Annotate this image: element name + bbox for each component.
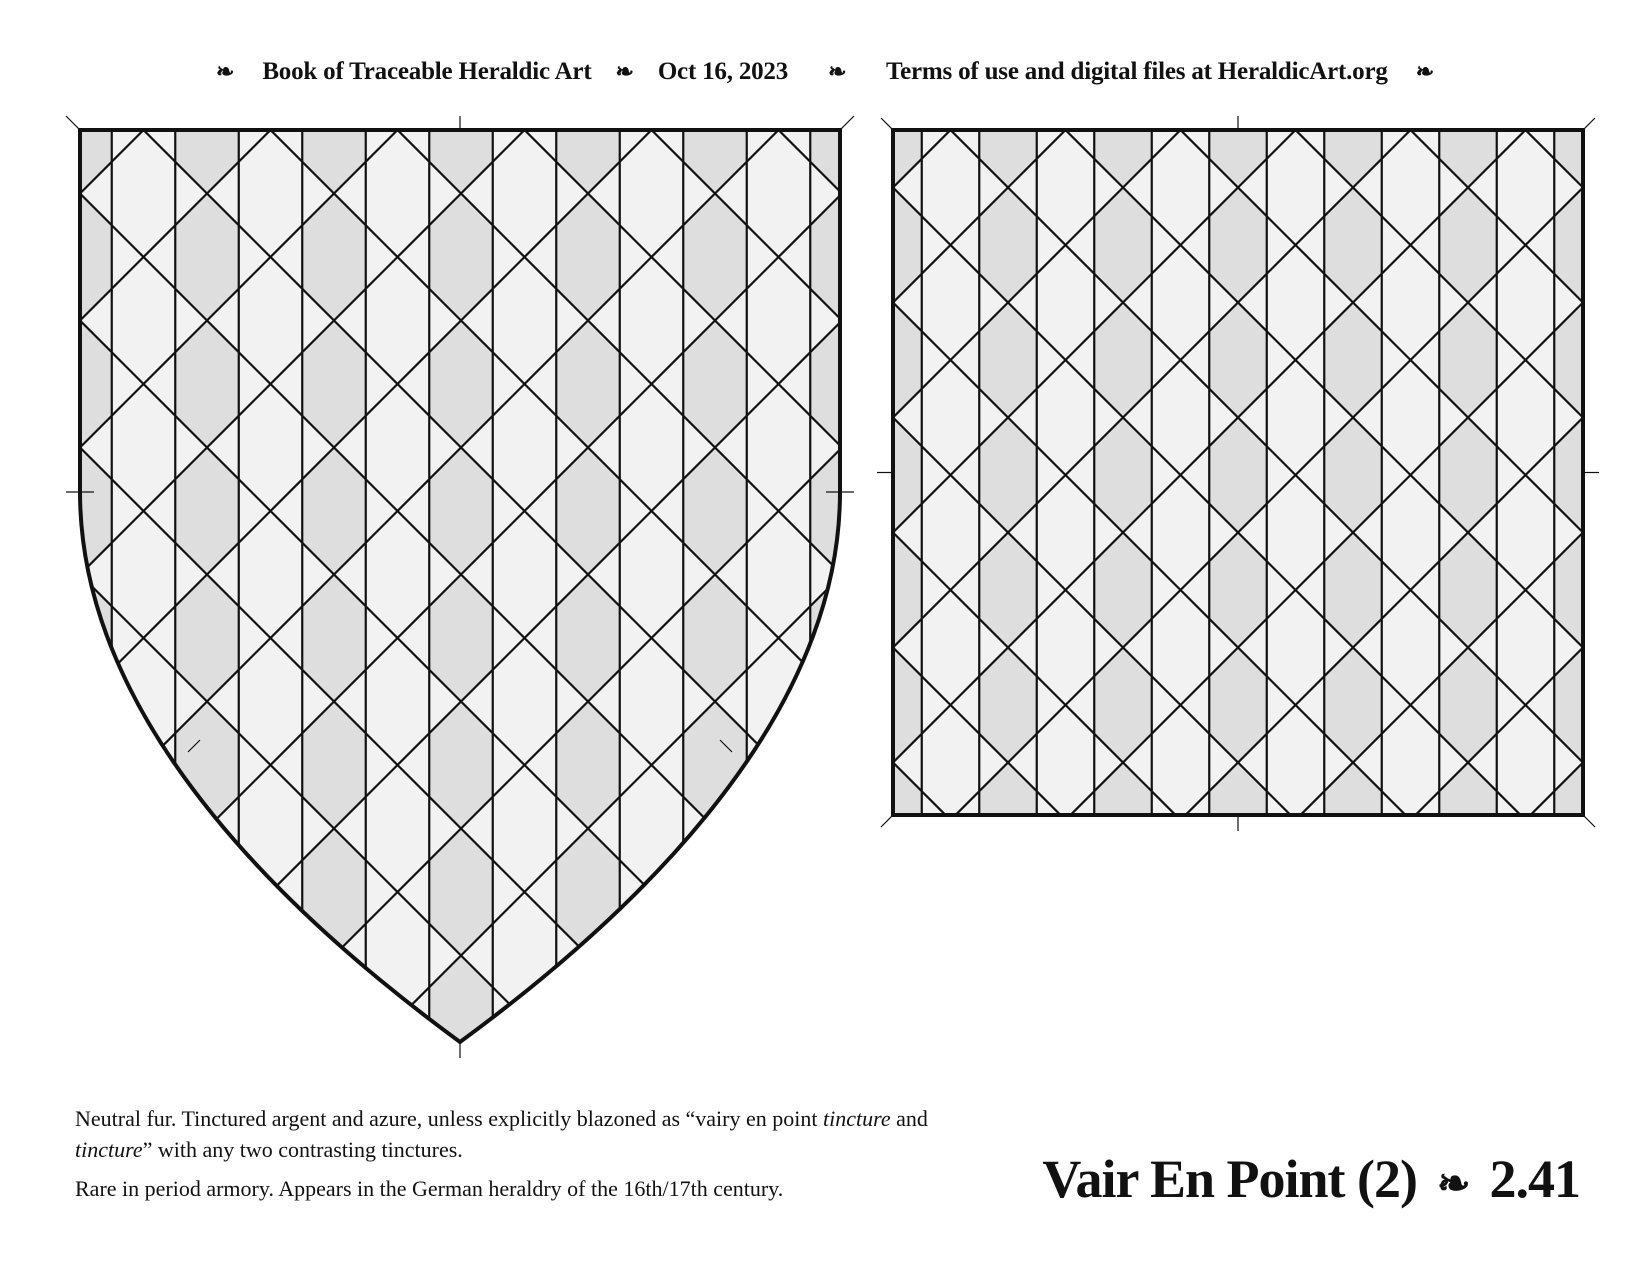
vair-bell xyxy=(810,956,860,1063)
title-name: Vair En Point (2) xyxy=(1042,1149,1417,1209)
vair-bell xyxy=(620,1019,684,1062)
vair-bell xyxy=(302,956,366,1063)
vair-bell xyxy=(239,892,303,1019)
registration-mark xyxy=(66,116,80,130)
vair-bell xyxy=(1497,820,1555,832)
vair-bell xyxy=(493,1019,557,1062)
fleuron-ornament-icon: ❧ xyxy=(615,59,634,84)
vair-bell xyxy=(747,892,811,1019)
registration-mark xyxy=(840,116,854,130)
fleuron-ornament-icon: ❧ xyxy=(1436,1161,1470,1206)
vair-bell xyxy=(556,956,620,1063)
fleuron-ornament-icon: ❧ xyxy=(1415,59,1434,84)
vair-bell xyxy=(60,702,112,829)
vair-pattern xyxy=(868,112,1608,832)
plate-number: 2.41 xyxy=(1489,1149,1580,1209)
vair-bell xyxy=(112,1019,176,1062)
vair-bell xyxy=(60,829,112,956)
vair-bell xyxy=(747,765,811,892)
vair-bell xyxy=(683,956,747,1063)
fleuron-ornament-icon: ❧ xyxy=(828,59,847,84)
registration-mark xyxy=(1583,118,1595,130)
book-title: Book of Traceable Heraldic Art xyxy=(262,58,592,85)
vair-bell xyxy=(60,956,112,1063)
vair-bell xyxy=(112,765,176,892)
vair-bell xyxy=(810,829,860,956)
vair-bell xyxy=(683,829,747,956)
registration-mark xyxy=(881,118,893,130)
description xyxy=(75,1103,955,1212)
fleuron-ornament-icon: ❧ xyxy=(216,59,235,84)
description-tincture: Neutral fur. Tinctured argent and azure, unless explicitly blazoned as “vairy en point tincture and tincture” with any two contrasting tinctures. xyxy=(75,1106,928,1162)
vair-bell xyxy=(620,892,684,1019)
page-header xyxy=(0,58,1650,86)
vair-bell xyxy=(747,1019,811,1062)
vair-bell xyxy=(175,956,239,1063)
vair-bell xyxy=(1037,820,1095,832)
registration-mark xyxy=(881,815,893,827)
header-date: Oct 16, 2023 xyxy=(657,58,789,85)
terms-text: Terms of use and digital files at HeraldicArt.org xyxy=(885,58,1388,85)
vair-bell xyxy=(810,702,860,829)
vair-bell xyxy=(1382,820,1440,832)
plate-title xyxy=(1042,1148,1580,1210)
registration-mark xyxy=(1583,815,1595,827)
vair-bell xyxy=(175,829,239,956)
vair-bell xyxy=(1152,820,1210,832)
vair-bell xyxy=(112,892,176,1019)
vair-pattern xyxy=(60,112,860,1062)
vair-bell xyxy=(239,1019,303,1062)
vair-bell xyxy=(922,820,980,832)
description-history: Rare in period armory. Appears in the German heraldry of the 16th/17th century. xyxy=(75,1176,784,1201)
vair-en-point-square xyxy=(868,112,1608,832)
vair-bell xyxy=(1267,820,1325,832)
vair-en-point-shield xyxy=(60,112,860,1062)
vair-bell xyxy=(366,1019,430,1062)
